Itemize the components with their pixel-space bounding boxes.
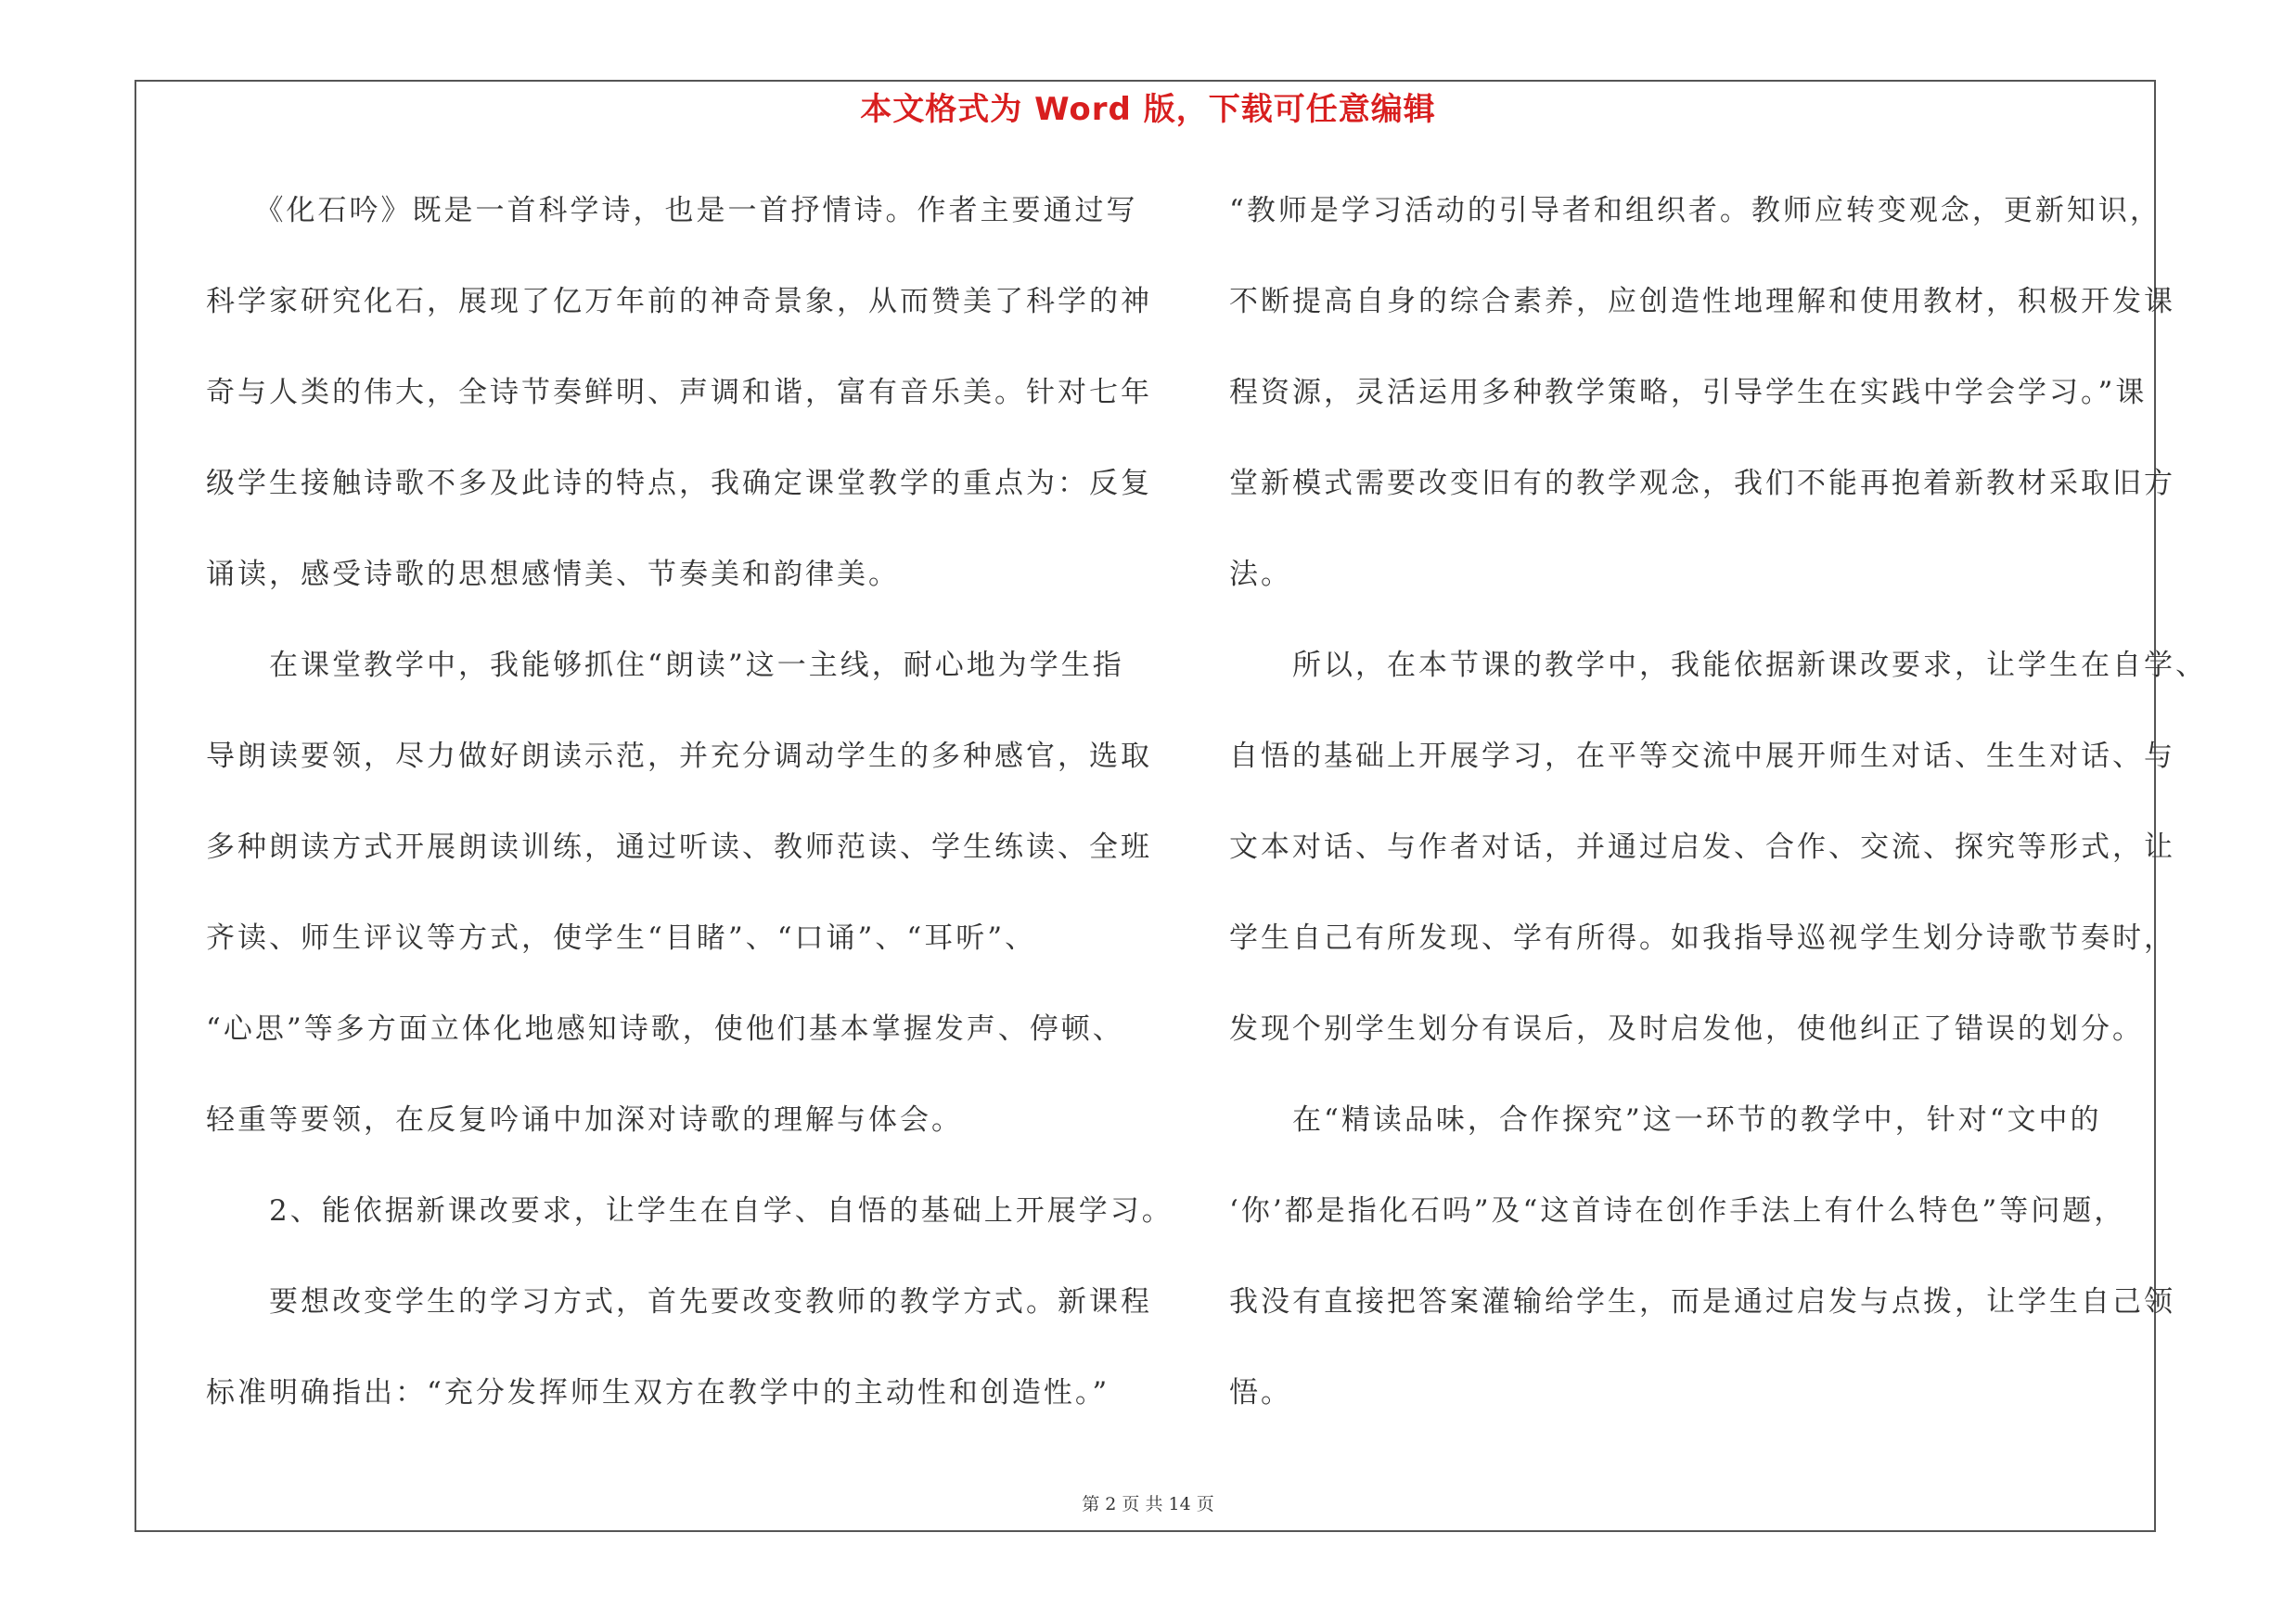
text-line: 悟。 (1229, 1376, 1292, 1410)
text-line: 我没有直接把答案灌输给学生，而是通过启发与点拨，让学生自己领 (1229, 1285, 2175, 1319)
text-line: 所以，在本节课的教学中，我能依据新课改要求，让学生在自学、 (1229, 649, 2207, 682)
text-line: 发现个别学生划分有误后，及时启发他，使他纠正了错误的划分。 (1229, 1012, 2144, 1046)
text-line: 标准明确指出：“充分发挥师生双方在教学中的主动性和创造性。” (206, 1376, 1110, 1410)
text-line: 自悟的基础上开展学习，在平等交流中展开师生对话、生生对话、与 (1229, 740, 2175, 773)
text-line: 程资源，灵活运用多种教学策略，引导学生在实践中学会学习。”课 (1229, 376, 2148, 409)
text-line: 多种朗读方式开展朗读训练，通过听读、教师范读、学生练读、全班 (206, 831, 1152, 864)
text-line: 在课堂教学中，我能够抓住“朗读”这一主线，耐心地为学生指 (206, 649, 1124, 682)
text-line: 导朗读要领，尽力做好朗读示范，并充分调动学生的多种感官，选取 (206, 740, 1152, 773)
text-line: 文本对话、与作者对话，并通过启发、合作、交流、探究等形式，让 (1229, 831, 2175, 864)
left-text-column (206, 182, 1174, 1455)
text-line: 诵读，感受诗歌的思想感情美、节奏美和韵律美。 (206, 558, 900, 591)
document-header: 本文格式为 Word 版，下载可任意编辑 (860, 91, 1436, 128)
text-line: 《化石吟》既是一首科学诗，也是一首抒情诗。作者主要通过写 (206, 194, 1138, 227)
text-line: “心思”等多方面立体化地感知诗歌，使他们基本掌握发声、停顿、 (206, 1012, 1124, 1046)
text-line: “教师是学习活动的引导者和组织者。教师应转变观念，更新知识， (1229, 194, 2161, 227)
page-number-footer: 第 2 页 共 14 页 (1082, 1494, 1214, 1514)
right-text-column (1229, 182, 2207, 1455)
text-line: 学生自己有所发现、学有所得。如我指导巡视学生划分诗歌节奏时， (1229, 921, 2175, 955)
text-line: 在“精读品味，合作探究”这一环节的教学中，针对“文中的 (1229, 1103, 2102, 1137)
text-line: 齐读、师生评议等方式，使学生“目睹”、“口诵”、“耳听”、 (206, 921, 1037, 955)
text-line: 法。 (1229, 558, 1292, 591)
text-line: 2、能依据新课改要求，让学生在自学、自悟的基础上开展学习。 (206, 1194, 1174, 1228)
text-line: 科学家研究化石，展现了亿万年前的神奇景象，从而赞美了科学的神 (206, 285, 1152, 318)
text-line: 级学生接触诗歌不多及此诗的特点，我确定课堂教学的重点为：反复 (206, 467, 1152, 500)
text-line: 奇与人类的伟大，全诗节奏鲜明、声调和谐，富有音乐美。针对七年 (206, 376, 1152, 409)
text-line: 轻重等要领，在反复吟诵中加深对诗歌的理解与体会。 (206, 1103, 963, 1137)
text-line: ‘你’都是指化石吗”及“这首诗在创作手法上有什么特色”等问题， (1229, 1194, 2126, 1228)
text-line: 要想改变学生的学习方式，首先要改变教师的教学方式。新课程 (206, 1285, 1152, 1319)
text-line: 不断提高自身的综合素养，应创造性地理解和使用教材，积极开发课 (1229, 285, 2175, 318)
text-line: 堂新模式需要改变旧有的教学观念，我们不能再抱着新教材采取旧方 (1229, 467, 2175, 500)
